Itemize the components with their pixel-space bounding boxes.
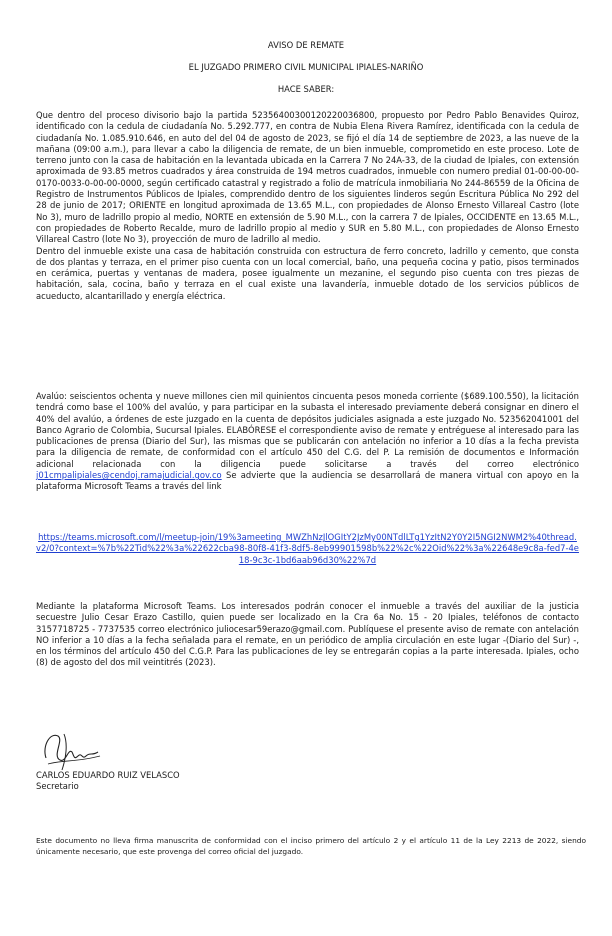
appraisal-text: Avalúo: seiscientos ochenta y nueve millones cien mil quinientos cincuenta pesos moneda corriente ($689.100.550), la licitación tendrá como base el 100% del avalúo, y para participar en la subasta el interesado previamente deberá consignar en dinero el 40% del avalúo, a órdenes de este juzgado en la cuenta de depósitos judiciales asignada a este juzgado No. 523562041001 del Banco Agrario de Colombia, Sucursal Ipiales. ELABÓRESE el correspondiente aviso de remate y entréguese al interesado para las publicaciones de prensa (Diario del Sur), las mismas que se publicarán con antelación no inferior a 10 días a la fecha prevista para la diligencia de remate, de conformidad con el artículo 450 del C.G. del P. La remisión de documentos e Información adicional relacionada con la diligencia puede solicitarse a través del correo electrónico bbox=[36, 391, 579, 469]
signer-block bbox=[36, 770, 180, 793]
virtual-hearing-text: Se advierte que la audiencia se desarrollará de manera virtual con apoyo en la plataforma Microsoft Teams a través del link bbox=[36, 470, 579, 492]
paragraph-property: Que dentro del proceso divisorio bajo la partida 52356400300120220036800, propuesto por Pedro Pablo Benavides Quiroz, identificado con la cedula de ciudadanía No. 5.292.777, en contra de Nubia Elena Rivera Ramírez, identificada con la cedula de ciudadanía No. 1.085.910.646, en auto del del 04 de agosto de 2023, se fijó el día 14 de septiembre de 2023, a las nueve de la mañana (09:00 a.m.), para llevar a cabo la diligencia de remate, de un bien inmueble, comprometido en este proceso. Lote de terreno junto con la casa de habitación en la levantada ubicada en la Carrera 7 No 24A-33, de la ciudad de Ipiales, con extensión aproximada de 93.85 metros cuadrados y área construida de 194 metros cuadrados, inmueble con numero predial 01-00-00-00-0170-0033-0-00-00-0000, según certificado catastral y registrado a folio de matrícula inmobiliaria No 244-86559 de la Oficina de Registro de Instrumentos Públicos de Ipiales, comprendido dentro de los siguientes linderos según Escritura Pública No 292 del 28 de junio de 2017; ORIENTE en longitud aproximada de 13.65 M.L., con propiedades de Alonso Ernesto Villareal Castro (lote No 3), muro de ladrillo propio al medio, NORTE en extensión de 5.90 M.L., con la carrera 7 de Ipiales, OCCIDENTE en 13.65 M.L., con propiedades de Roberto Recalde, muro de ladrillo propio al medio y SUR en 5.80 M.L., con propiedades de Alonso Ernesto Villareal Castro (lote No 3), proyección de muro de ladrillo al medio. bbox=[36, 110, 579, 245]
court-email-link[interactable]: j01cmpalipiales@cendoj.ramajudicial.gov.co bbox=[36, 470, 222, 481]
teams-meeting-link[interactable]: https://teams.microsoft.com/l/meetup-join/19%3ameeting_MWZhNzJlOGItY2JzMy00NTdlLTg1YzItN2Y0Y2I5NGI2NWM2%40thread.v2/0?context=%7b%22Tid%22%3a%22622cba98-80f8-41f3-8df5-8eb99901598b%22%2c%22Oid%22%3a%22648e9c8a-fed7-4e18-9c3c-1bd6aab96d30%22%7d bbox=[36, 532, 579, 565]
announce-heading: HACE SABER: bbox=[277, 84, 335, 94]
body-block-visit bbox=[36, 601, 579, 669]
paragraph-appraisal bbox=[36, 391, 579, 493]
body-block-appraisal bbox=[36, 391, 579, 493]
signer-name: CARLOS EDUARDO RUIZ VELASCO bbox=[36, 770, 180, 780]
signer-role: Secretario bbox=[36, 781, 79, 792]
court-name: EL JUZGADO PRIMERO CIVIL MUNICIPAL IPIALES-NARIÑO bbox=[188, 62, 424, 72]
body-block-1 bbox=[36, 110, 579, 302]
paragraph-house-description: Dentro del inmueble existe una casa de habitación construida con estructura de ferro concreto, ladrillo y cemento, que consta de dos plantas y terraza, en el primer piso cuenta con un local comercial, baño, una pequeña cocina y patio, pisos terminados en cerámica, puertas y ventanas de madera, posee igualmente un mezanine, el segundo piso cuenta con tres piezas de habitación, sala, cocina, baño y terraza en el cual existe una lavandería, inmueble dotado de los servicios públicos de acueducto, alcantarillado y energía eléctrica. bbox=[36, 245, 579, 301]
document-title: AVISO DE REMATE bbox=[267, 40, 345, 50]
teams-link-block bbox=[36, 532, 579, 566]
handwritten-signature bbox=[38, 726, 108, 776]
footer-note: Este documento no lleva firma manuscrita de conformidad con el inciso primero del artículo 2 y el artículo 11 de la Ley 2213 de 2022, siendo únicamente necesario, que este provenga del correo oficial del juzgado. bbox=[36, 836, 586, 856]
paragraph-visit-publication: Mediante la plataforma Microsoft Teams. Los interesados podrán conocer el inmueble a través del auxiliar de la justicia secuestre Julio Cesar Erazo Castillo, quien puede ser localizado en la Cra 6a No. 15 - 20 Ipiales, teléfonos de contacto 3157718725 - 7737535 correo electrónico juliocesar59erazo@gmail.com. Publíquese el presente aviso de remate con antelación NO inferior a 10 días a la fecha señalada para el remate, en un periódico de amplia circulación en este lugar -(Diario del Sur) -, en los términos del artículo 450 del C.G.P. Para las publicaciones de ley se entregarán copias a la parte interesada. Ipiales, ocho (8) de agosto del dos mil veintitrés (2023). bbox=[36, 601, 579, 668]
